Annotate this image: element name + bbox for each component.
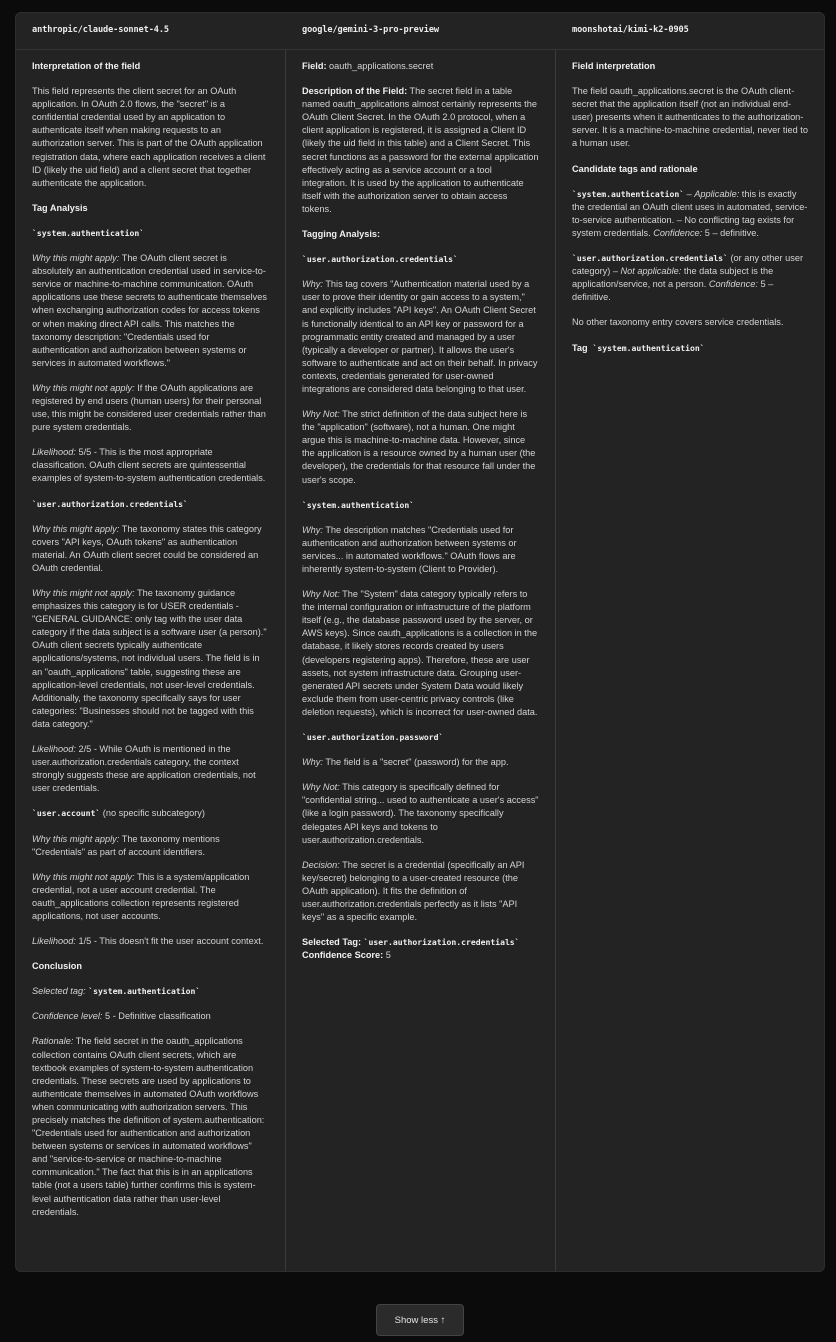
interp-heading: Field interpretation (572, 61, 656, 71)
field-line: Field: oauth_applications.secret (302, 61, 434, 71)
tag-user-account: `user.account` (no specific subcategory) (32, 808, 205, 819)
comparison-panel (15, 12, 825, 1272)
no-other-entry: No other taxonomy entry covers service credentials. (572, 317, 784, 328)
candidate-user-authorization-credentials: `user.authorization.credentials` (or any other user category) – Not applicable: the data subject is the application/service, not a person. Confidence: 5 – definitive. (572, 253, 804, 303)
show-less-button[interactable]: Show less ↑ (376, 1304, 464, 1336)
selected-tag: Selected tag: `system.authentication` (32, 986, 201, 997)
t1-why-not: Why Not: The strict definition of the data subject here is the "application" (software), not a human. One might argue this is machine-to-machine data. However, since the application is a resource owned by a human user (the developer), the credentials for that resource fall under the user's scope. (302, 409, 536, 485)
tag-user-authorization-credentials: `user.authorization.credentials` (302, 254, 458, 265)
final-tag: Tag `system.authentication` (572, 342, 705, 353)
t2-likelihood: Likelihood: 2/5 - While OAuth is mentioned in the user.authorization.credentials category, the context strongly suggests these are application credentials, not user credentials. (32, 744, 256, 794)
interp-text: The field oauth_applications.secret is the OAuth client-secret that the application itself (not an individual end-user) presents when it authenticates to the authorization-server. It is a machine-to-machine credential, never tied to a human user. (572, 86, 808, 149)
candidate-heading: Candidate tags and rationale (572, 163, 698, 174)
tagging-analysis-heading: Tagging Analysis: (302, 229, 381, 240)
tag-user-authorization-password: `user.authorization.password` (302, 732, 444, 743)
t3-apply: Why this might apply: The taxonomy mentions "Credentials" as part of account identifiers. (32, 833, 220, 857)
tag-analysis-heading: Tag Analysis (32, 202, 88, 213)
t2-why-not: Why Not: The "System" data category typically refers to the internal configuration or infrastructure of the platform itself (e.g., the database password used by the server, or AWS keys). Since oauth_applications is a collection in the database, it likely stores records created by users (developers registering apps). Therefore, these are user assets, not system infrastructure data. Grouping user-generated API secrets under System Data would likely exclude them from user-centric privacy controls (like deletion requests), which is incorrect for user-owned data. (302, 589, 538, 717)
candidate-system-authentication: `system.authentication` – Applicable: this is exactly the credential an OAuth client uses in automated, service-to-service authentication. – No conflicting tag exists for system credentials. Confidence: 5 – definitive. (572, 188, 808, 238)
t1-likelihood: Likelihood: 5/5 - This is the most appropriate classification. OAuth client secrets are quintessential examples of system-to-system authentication credentials. (32, 447, 266, 484)
t1-why: Why: This tag covers "Authentication material used by a user to prove their identity or gain access to a system," and explicitly includes "API keys". An OAuth Client Secret is functionally identical to an API key or password for a programmatic entity created and managed by a user (typically a developer or partner). It allows the user's software to authenticate and act on their behalf. In privacy contexts, credentials generated for user-owned integrations are considered data belonging to that user. (302, 279, 538, 394)
model-name-2: google/gemini-3-pro-preview (302, 25, 439, 35)
tag-system-authentication: `system.authentication` (302, 499, 415, 510)
t1-not-apply: Why this might not apply: If the OAuth applications are registered by end users (human users) for their personal use, this might be considered user credentials rather than pure system credentials. (32, 382, 266, 433)
interp-heading: Interpretation of the field (32, 61, 141, 71)
t3-not-apply: Why this might not apply: This is a system/application credential, not a user account credential. The oauth_applications collection represents registered applications, not user accounts. (32, 871, 250, 921)
field-description: Description of the Field: The secret field in a table named oauth_applications almost certainly represents the OAuth Client Secret. In the OAuth 2.0 protocol, when a client application is registered, it is assigned a Client ID (likely the uid field in this table) and a Client Secret. This secret functions as a password for the external application effectively acting as a service account or a tool integration. It is used by the application to authenticate itself with the authorization server to obtain access tokens. (302, 86, 539, 214)
t2-why: Why: The description matches "Credentials used for authentication and authorization between systems or services... in automated workflows." OAuth flows are inherently system-to-system (Client to Provider). (302, 524, 517, 574)
t2-apply: Why this might apply: The taxonomy states this category covers "API keys, OAuth tokens" as authentication material. An OAuth client secret could be considered an OAuth credential. (32, 523, 262, 573)
tag-user-authorization-credentials: `user.authorization.credentials` (32, 498, 188, 509)
t1-apply: Why this might apply: The OAuth client secret is absolutely an authentication credential used in service-to-service or machine-to-machine communication. OAuth applications use these secrets to authenticate themselves when exchanging authorization codes for access tokens or when making direct API calls. This matches the taxonomy description: "Credentials used for authentication and authorization between systems or services in automated workflows." (32, 253, 267, 368)
model-name-1: anthropic/claude-sonnet-4.5 (32, 25, 169, 35)
conclusion-heading: Conclusion (32, 961, 83, 972)
confidence-level: Confidence level: 5 - Definitive classification (32, 1011, 211, 1022)
model-name-3: moonshotai/kimi-k2-0905 (572, 25, 689, 35)
t3-likelihood: Likelihood: 1/5 - This doesn't fit the user account context. (32, 936, 264, 947)
response-column-claude (16, 50, 286, 1272)
model-header-row (16, 13, 824, 50)
rationale: Rationale: The field secret in the oauth_applications collection contains OAuth client secrets, which are textbook examples of system-to-system authentication credentials. These secrets are used by applications to authenticate themselves in automated OAuth workflows when communicating with authorization servers. This precisely matches the definition of system.authentication: "Credentials used for authentication and authorization between systems or services in automated workflows" and "service-to-service or machine-to-machine communication." The fact that this is in an applications table (not a users table) further confirms this is system-level authentication data rather than user-level credentials. (32, 1036, 265, 1217)
selected-tag: Selected Tag: `user.authorization.credentials` Confidence Score: 5 (302, 937, 520, 961)
t3-why: Why: The field is a "secret" (password) for the app. (302, 757, 509, 768)
interp-text: This field represents the client secret for an OAuth application. In OAuth 2.0 flows, the "secret" is a confidential credential used by an application to authenticate itself when making requests to an authorization server. This is part of the OAuth application registration data, where each application receives a client ID (likely the uid field) and a client secret that together authenticate the application. (32, 86, 266, 188)
t3-why-not: Why Not: This category is specifically defined for "confidential string... used to authenticate a user's access" (like a login password). The taxonomy specifically delegates API keys and tokens to user.authorization.credentials. (302, 782, 539, 845)
tag-system-authentication: `system.authentication` (32, 227, 145, 238)
decision: Decision: The secret is a credential (specifically an API key/secret) belonging to a user-created resource (the OAuth application). It fits the definition of user.authorization.credentials perfectly as it lists "API keys" as a specific example. (302, 859, 525, 923)
response-column-kimi (556, 50, 825, 1272)
t2-not-apply: Why this might not apply: The taxonomy guidance emphasizes this category is for USER credentials - "GENERAL GUIDANCE: only tag with the user data category if the data subject is a software user (a person)." OAuth client secrets typically authenticate applications/systems, not individual users. The field is in an "oauth_applications" table, suggesting these are application-level credentials, not user-level credentials. Additionally, the taxonomy specifically says for user categories: "Businesses should not be tagged with this data category." (32, 588, 267, 729)
response-column-gemini (286, 50, 556, 1272)
